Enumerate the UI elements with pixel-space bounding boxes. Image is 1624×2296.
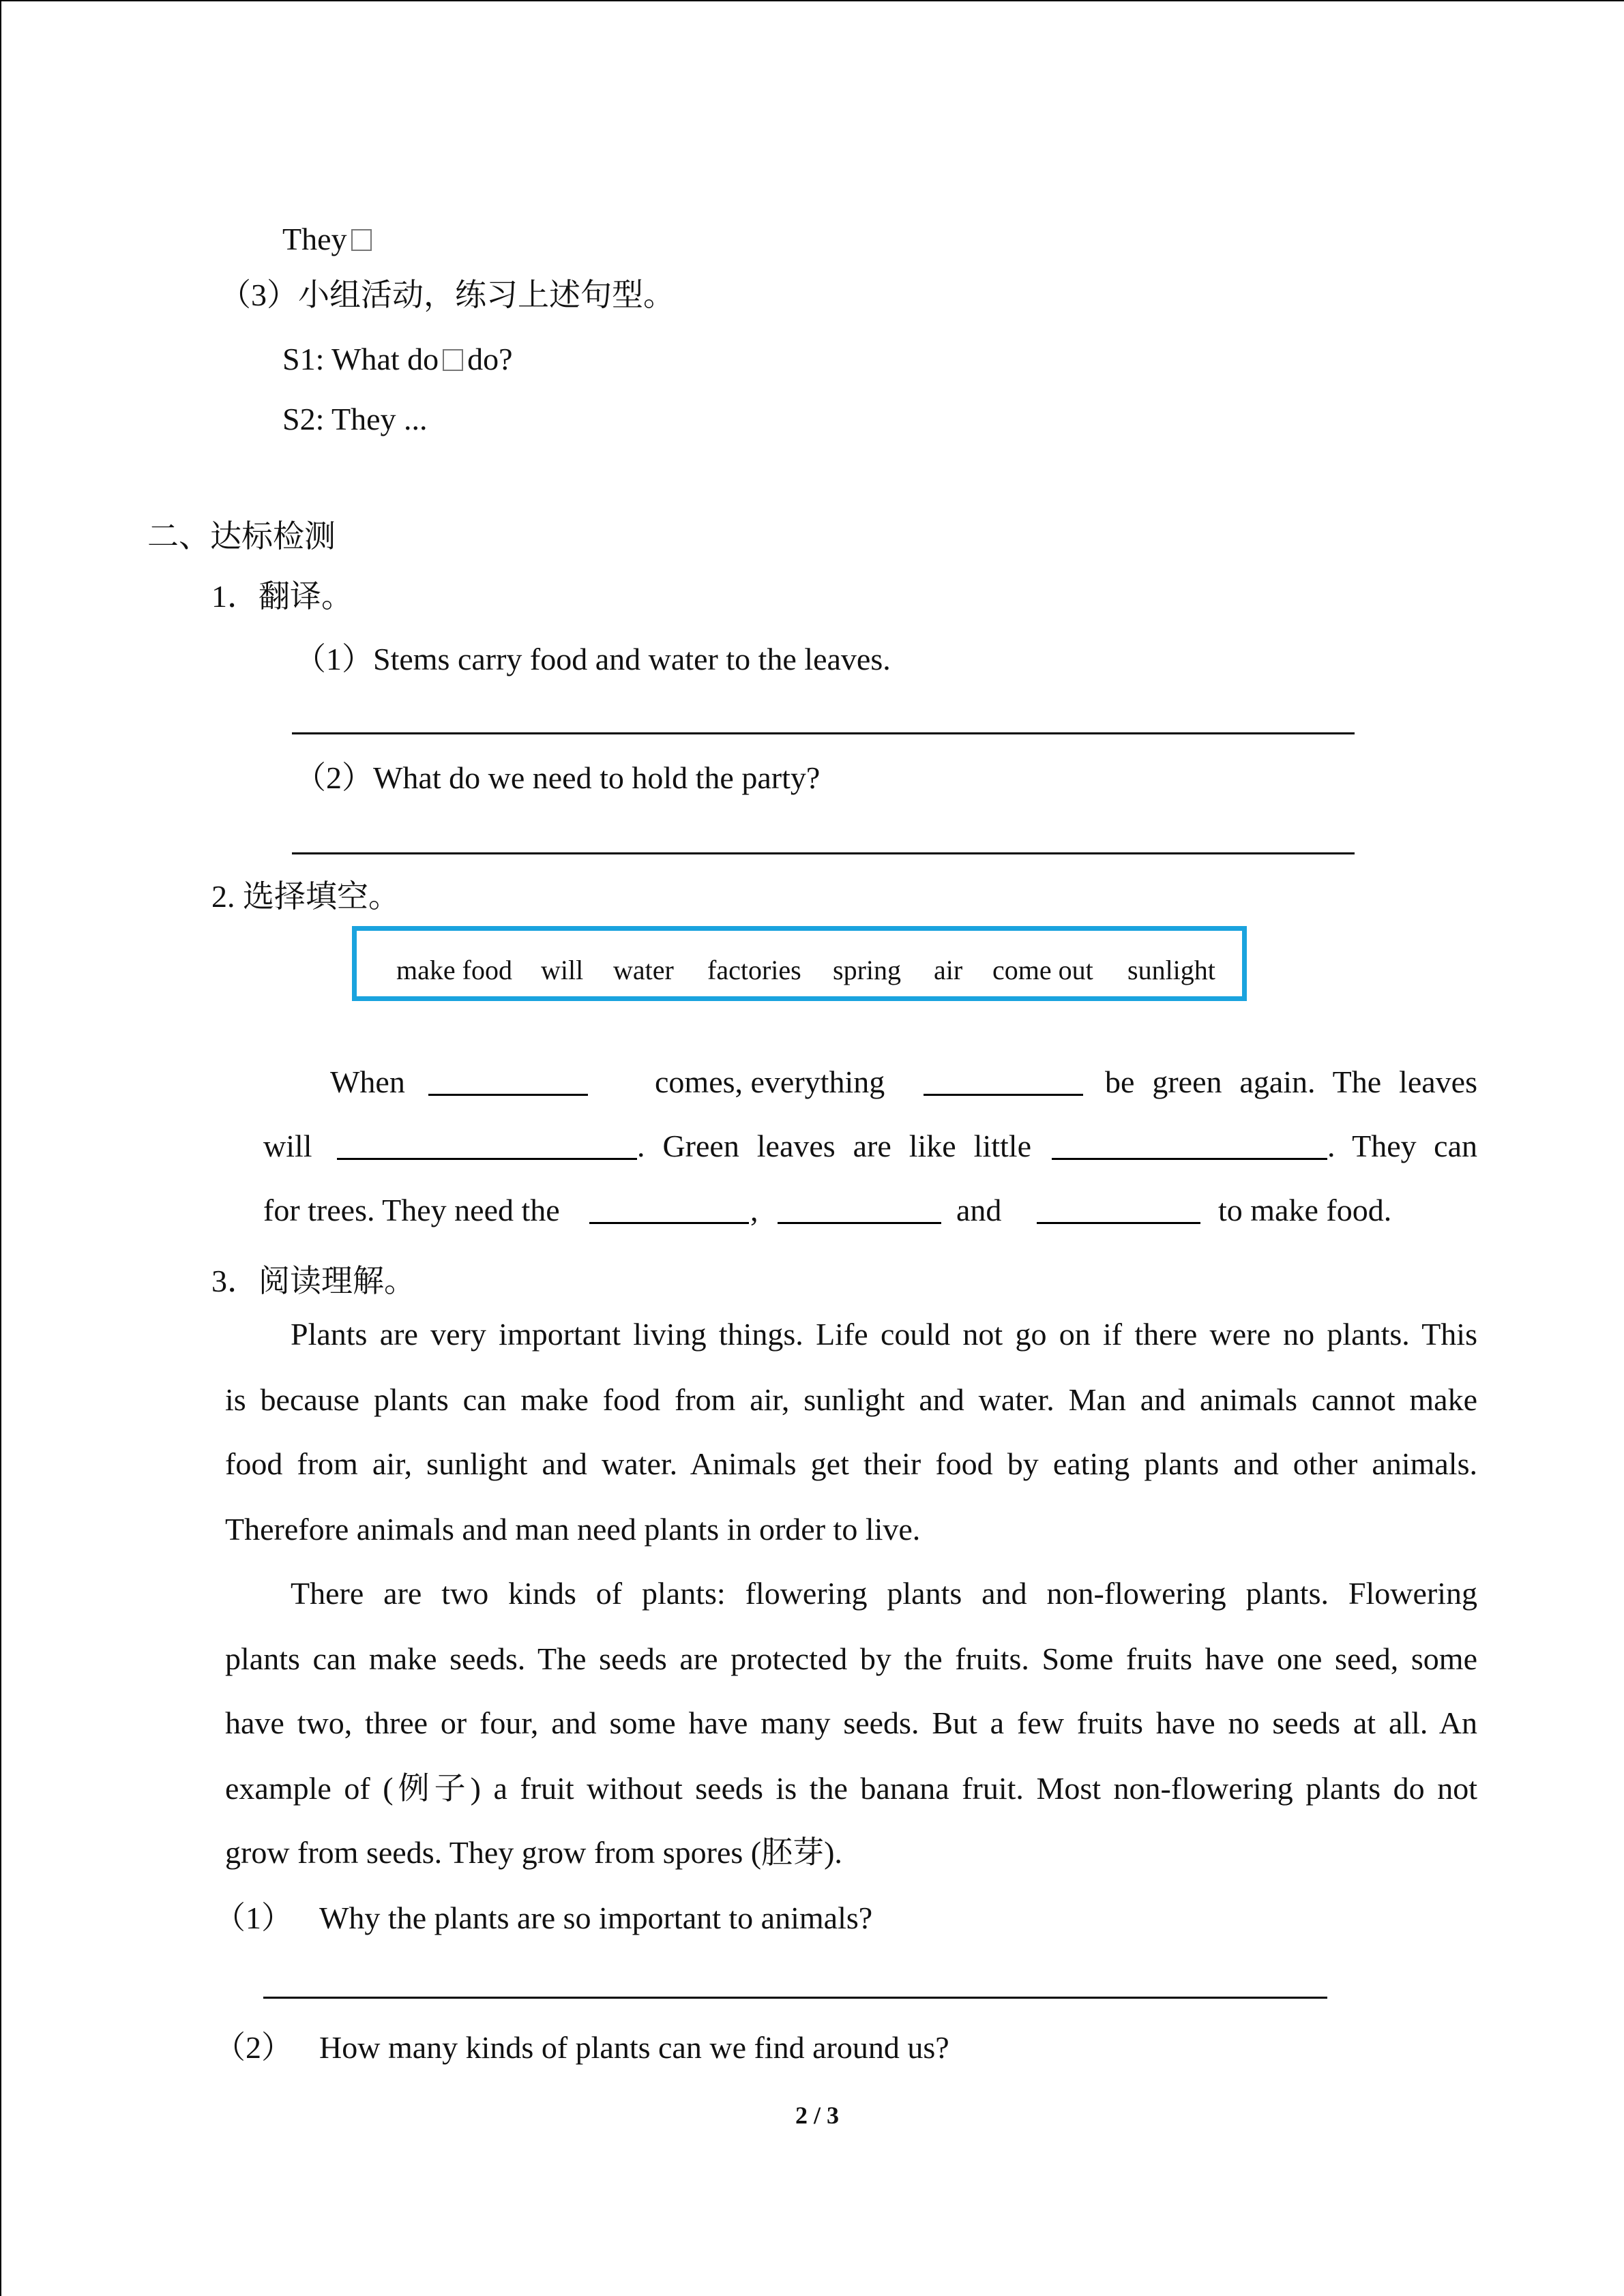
passage-text: to make food. (1218, 1193, 1392, 1227)
passage-text: , (750, 1193, 758, 1227)
passage-text: . They can (1327, 1129, 1477, 1163)
they-line (282, 224, 372, 255)
fill-blank[interactable] (428, 1094, 588, 1096)
word-bank-item: come out (992, 955, 1093, 985)
missing-glyph-box (443, 349, 463, 371)
reading-line: There are two kinds of plants: flowering plants and non-flowering plants. Flowering (291, 1576, 1477, 1611)
passage-text: When (330, 1064, 405, 1099)
fill-blank[interactable] (1037, 1222, 1200, 1224)
q2-title: 2. 选择填空。 (211, 879, 400, 914)
q3-question-1-text: Why the plants are so important to animals? (319, 1900, 873, 1935)
word-bank-item: will (541, 955, 584, 985)
answer-line-q1-2[interactable] (292, 852, 1355, 854)
q1-item-2-num: （2） (295, 760, 373, 795)
q1-item-2-text: What do we need to hold the party? (373, 760, 821, 795)
fill-blank[interactable] (778, 1222, 941, 1224)
word-bank-box (352, 926, 1247, 1001)
they-text: They (282, 222, 347, 256)
q1-title: 1．翻译。 (211, 579, 353, 614)
passage-text: . Green leaves are like little (637, 1129, 1031, 1163)
word-bank-item: factories (707, 955, 801, 985)
reading-line: grow from seeds. They grow from spores (胚芽). (225, 1835, 842, 1870)
reading-line: example of (例子) a fruit without seeds is the banana fruit. Most non-flowering plants do not (225, 1771, 1477, 1806)
q3-question-2-text: How many kinds of plants can we find around us? (319, 2030, 949, 2065)
reading-line: Therefore animals and man need plants in order to live. (225, 1512, 921, 1547)
passage-text: for trees. They need the (263, 1193, 560, 1227)
reading-line: Plants are very important living things. Life could not go on if there were no plants. This (291, 1317, 1477, 1352)
s1-text-b: do? (467, 342, 513, 376)
q3-title: 3．阅读理解。 (211, 1264, 415, 1298)
section-2-heading: 二、达标检测 (147, 519, 336, 554)
fill-blank[interactable] (1052, 1158, 1327, 1160)
reading-line: is because plants can make food from air, sunlight and water. Man and animals cannot make (225, 1382, 1477, 1417)
q3-question-2-num: （2） (214, 2030, 293, 2065)
fill-blank[interactable] (589, 1222, 749, 1224)
word-bank-item: water (613, 955, 674, 985)
reading-line: food from air, sunlight and water. Animals get their food by eating plants and other animals. (225, 1446, 1477, 1481)
s2-line: S2: They ... (282, 402, 428, 436)
reading-line: plants can make seeds. The seeds are protected by the fruits. Some fruits have one seed, some (225, 1641, 1477, 1676)
missing-glyph-box (351, 229, 372, 251)
passage-text: and (956, 1193, 1002, 1227)
passage-text: be green again. The leaves (1105, 1064, 1477, 1099)
fill-blank[interactable] (337, 1158, 637, 1160)
word-bank-item: spring (833, 955, 901, 985)
q3-question-1-num: （1） (214, 1900, 293, 1935)
answer-line-q3-1[interactable] (263, 1997, 1327, 1999)
s1-line (282, 344, 513, 375)
fill-blank[interactable] (924, 1094, 1083, 1096)
q1-item-1-text: Stems carry food and water to the leaves. (373, 642, 891, 676)
passage-text: comes, everything (655, 1064, 885, 1099)
q1-item-1 (295, 644, 891, 675)
word-bank-item: make food (396, 955, 512, 985)
q1-item-1-num: （1） (295, 642, 373, 676)
word-bank-item: air (934, 955, 963, 985)
activity-3-heading: （3）小组活动，练习上述句型。 (220, 278, 675, 312)
word-bank-item: sunlight (1127, 955, 1215, 985)
s1-text-a: S1: What do (282, 342, 439, 376)
reading-line: have two, three or four, and some have many seeds. But a few fruits have no seeds at all. An (225, 1705, 1477, 1740)
passage-text: will (263, 1129, 312, 1163)
q1-item-2 (295, 762, 820, 794)
page-number: 2 / 3 (795, 2102, 840, 2129)
answer-line-q1-1[interactable] (292, 732, 1355, 734)
